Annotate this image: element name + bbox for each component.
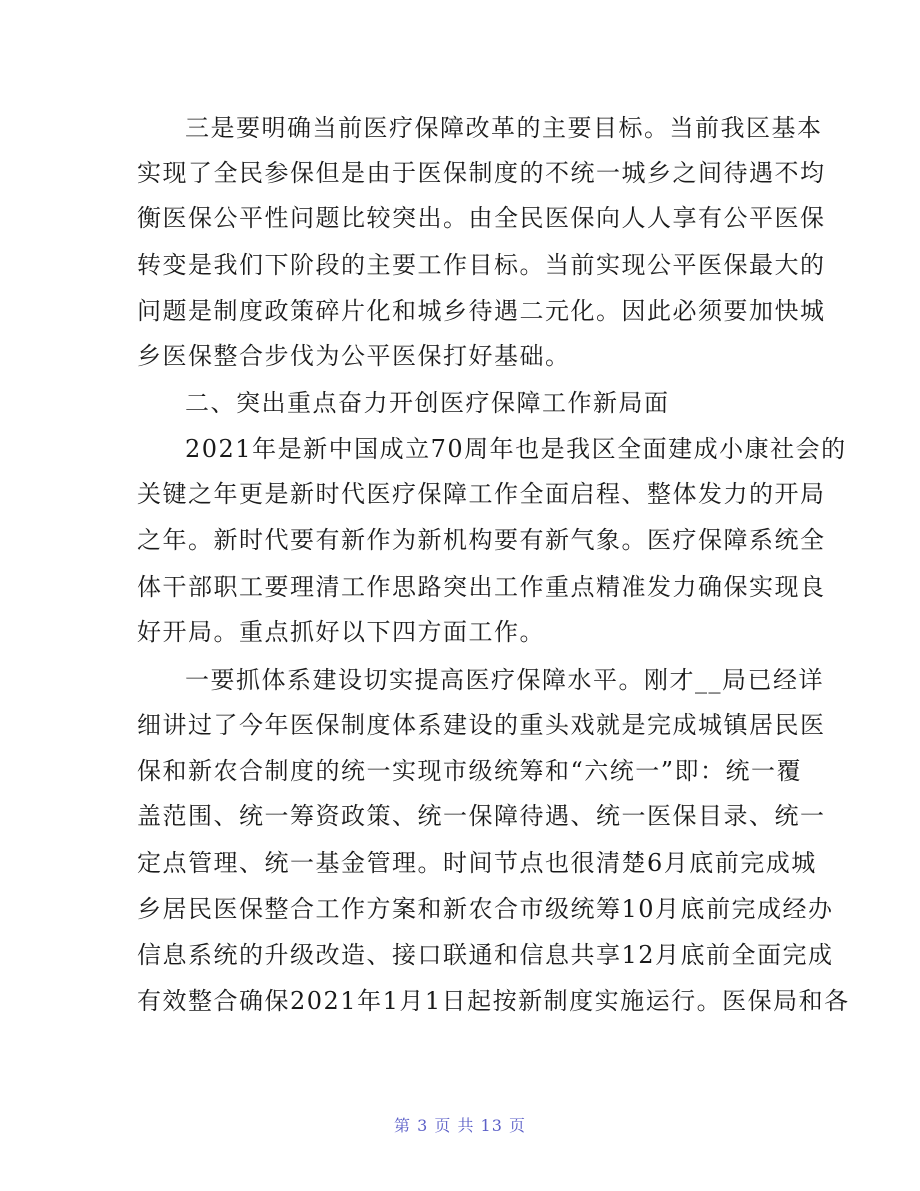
text-line: 2021年是新中国成立70周年也是我区全面建成小康社会的 xyxy=(185,435,847,463)
text-line: 实现了全民参保但是由于医保制度的不统一城乡之间待遇不均 xyxy=(137,159,826,187)
text-line: 之年。新时代要有新作为新机构要有新气象。医疗保障系统全 xyxy=(137,526,826,554)
text-line: 保和新农合制度的统一实现市级统筹和“六统一”即：统一覆 xyxy=(137,757,803,785)
text-line: 好开局。重点抓好以下四方面工作。 xyxy=(137,618,545,646)
text-line: 一要抓体系建设切实提高医疗保障水平。刚才__局已经详 xyxy=(185,666,824,694)
section-heading: 二、突出重点奋力开创医疗保障工作新局面 xyxy=(185,389,670,417)
text-line: 信息系统的升级改造、接口联通和信息共享12月底前全面完成 xyxy=(137,941,834,969)
text-line: 细讲过了今年医保制度体系建设的重头戏就是完成城镇居民医 xyxy=(137,711,826,739)
text-line: 乡医保整合步伐为公平医保打好基础。 xyxy=(137,342,571,370)
text-line: 盖范围、统一筹资政策、统一保障待遇、统一医保目录、统一 xyxy=(137,802,826,830)
text-line: 乡居民医保整合工作方案和新农合市级统筹10月底前完成经办 xyxy=(137,895,834,923)
text-line: 体干部职工要理清工作思路突出工作重点精准发力确保实现良 xyxy=(137,573,826,601)
text-line: 转变是我们下阶段的主要工作目标。当前实现公平医保最大的 xyxy=(137,251,826,279)
text-line: 问题是制度政策碎片化和城乡待遇二元化。因此必须要加快城 xyxy=(137,297,826,325)
text-line: 关键之年更是新时代医疗保障工作全面启程、整体发力的开局 xyxy=(137,480,826,508)
page-number-footer: 第 3 页 共 13 页 xyxy=(394,1116,526,1135)
text-line: 衡医保公平性问题比较突出。由全民医保向人人享有公平医保 xyxy=(137,204,826,232)
text-line: 定点管理、统一基金管理。时间节点也很清楚6月底前完成城 xyxy=(137,849,817,877)
text-line: 三是要明确当前医疗保障改革的主要目标。当前我区基本 xyxy=(185,114,823,142)
text-line: 有效整合确保2021年1月1日起按新制度实施运行。医保局和各 xyxy=(137,987,850,1015)
